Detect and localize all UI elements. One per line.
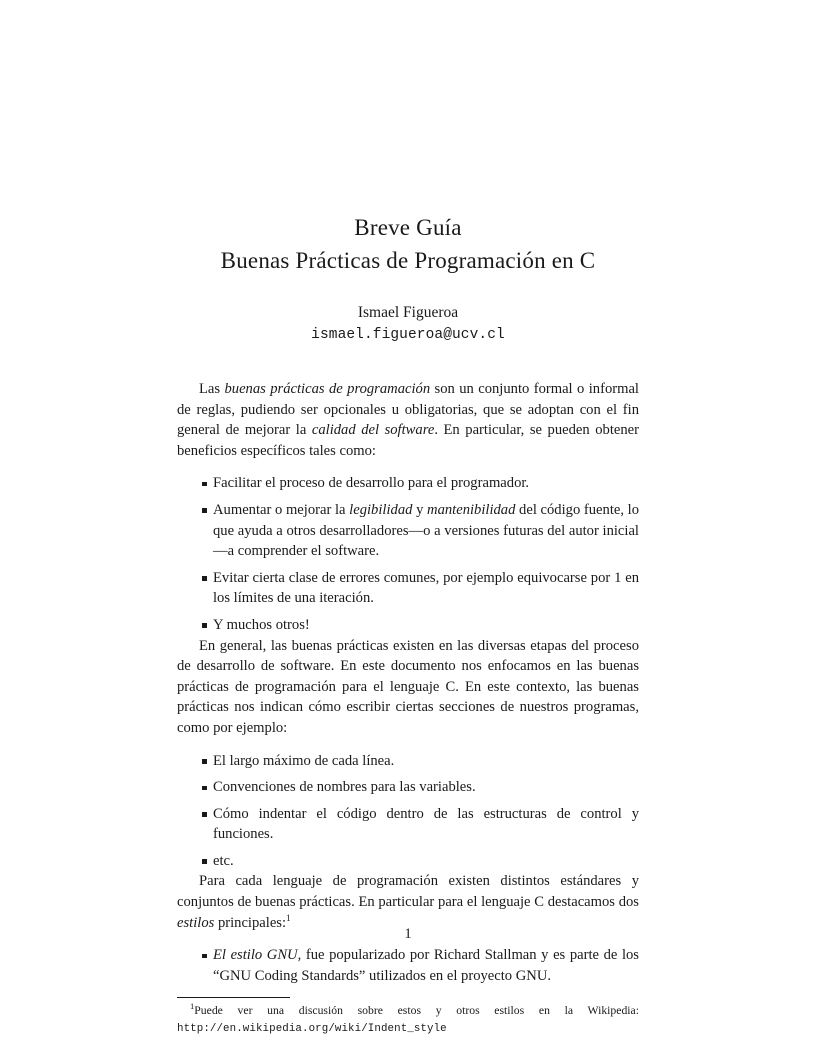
benefit-item-2-emph-2: mantenibilidad	[427, 501, 516, 518]
benefit-item-2-c: del código fuente, lo que ayuda a otros desarrolladores—o a versiones futuras del autor inicial—a comprender el software.	[213, 501, 640, 560]
section-item-2: Convenciones de nombres para las variables.	[213, 779, 476, 796]
benefits-list	[177, 473, 639, 635]
intro-emph-2: calidad del software	[311, 422, 435, 439]
benefit-item-4: Y muchos otros!	[213, 616, 310, 633]
list-item	[177, 945, 639, 986]
square-bullet-icon	[202, 786, 207, 791]
intro-text-3: . En particular, se pueden obtener beneficios específicos tales como:	[177, 422, 639, 459]
section-item-3: Cómo indentar el código dentro de las estructuras de control y funciones.	[213, 805, 639, 843]
list-item	[177, 568, 639, 609]
style-item-1-rest: , fue popularizado por Richard Stallman y es parte de los “GNU Coding Standards” utilizados en el proyecto GNU.	[213, 947, 639, 984]
list-item	[177, 777, 639, 798]
style-item-1-emph: El estilo GNU	[213, 947, 298, 964]
paragraph-estilos	[177, 871, 639, 933]
intro-text-1: Las	[199, 381, 225, 397]
square-bullet-icon	[202, 623, 207, 628]
paragraph-intro	[177, 379, 639, 461]
section-item-1: El largo máximo de cada línea.	[213, 752, 395, 769]
list-item	[177, 851, 639, 872]
section-item-4: etc.	[213, 852, 234, 869]
footnote-body: Puede ver una discusión sobre estos y otros estilos en la Wikipedia:	[194, 1004, 639, 1018]
square-bullet-icon	[202, 954, 207, 959]
intro-text-2: son un conjunto formal o informal de reglas, pudiendo ser opcionales u obligatorias, que se adoptan con el fin general de mejorar la	[177, 381, 639, 439]
intro-emph-1: buenas prácticas de programación	[224, 381, 431, 397]
page-content	[177, 0, 639, 1037]
author-email: ismael.figueroa@ucv.cl	[311, 327, 505, 343]
list-item	[177, 473, 639, 494]
benefit-item-1: Facilitar el proceso de desarrollo para el programador.	[213, 475, 530, 492]
footnote-area	[177, 997, 639, 1037]
estilos-text-2: principales:	[214, 914, 287, 931]
benefit-item-2-b: y	[412, 501, 428, 518]
benefit-item-2-a: Aumentar o mejorar la	[213, 501, 350, 518]
square-bullet-icon	[202, 482, 207, 487]
footnote-url[interactable]: http://en.wikipedia.org/wiki/Indent_style	[177, 1022, 447, 1035]
styles-list	[177, 945, 639, 986]
footnote-marker: 1	[190, 1001, 195, 1012]
list-item	[177, 615, 639, 636]
footnote-text	[177, 1003, 639, 1037]
estilos-emph: estilos	[177, 914, 215, 931]
list-item	[177, 500, 639, 562]
document-title-line-1: Breve Guía	[354, 215, 462, 240]
square-bullet-icon	[202, 759, 207, 764]
sections-list	[177, 751, 639, 872]
list-item	[177, 751, 639, 772]
document-title-line-2: Buenas Prácticas de Programación en C	[220, 248, 596, 273]
benefit-item-3: Evitar cierta clase de errores comunes, por ejemplo equivocarse por 1 en los límites de una iteración.	[213, 569, 639, 607]
author-name: Ismael Figueroa	[357, 304, 459, 321]
estilos-text-1: Para cada lenguaje de programación existen distintos estándares y conjuntos de buenas prácticas. En particular para el lenguaje C destacamos dos	[177, 873, 639, 911]
benefit-item-2-emph-1: legibilidad	[349, 501, 413, 518]
square-bullet-icon	[202, 576, 207, 581]
paragraph-general: En general, las buenas prácticas existen en las diversas etapas del proceso de desarrollo de software. En este documento nos enfocamos en las buenas prácticas de programación para el lenguaje C. En este contexto, las buenas prácticas nos indican cómo escribir ciertas secciones de nuestros programas, como por ejemplo:	[177, 637, 639, 736]
page-number: 1	[404, 926, 412, 942]
square-bullet-icon	[202, 508, 207, 513]
title-block	[177, 0, 639, 345]
square-bullet-icon	[202, 812, 207, 817]
list-item	[177, 804, 639, 845]
footnote-reference-marker[interactable]: 1	[286, 913, 291, 924]
square-bullet-icon	[202, 859, 207, 864]
footnote-separator-rule	[177, 997, 290, 998]
